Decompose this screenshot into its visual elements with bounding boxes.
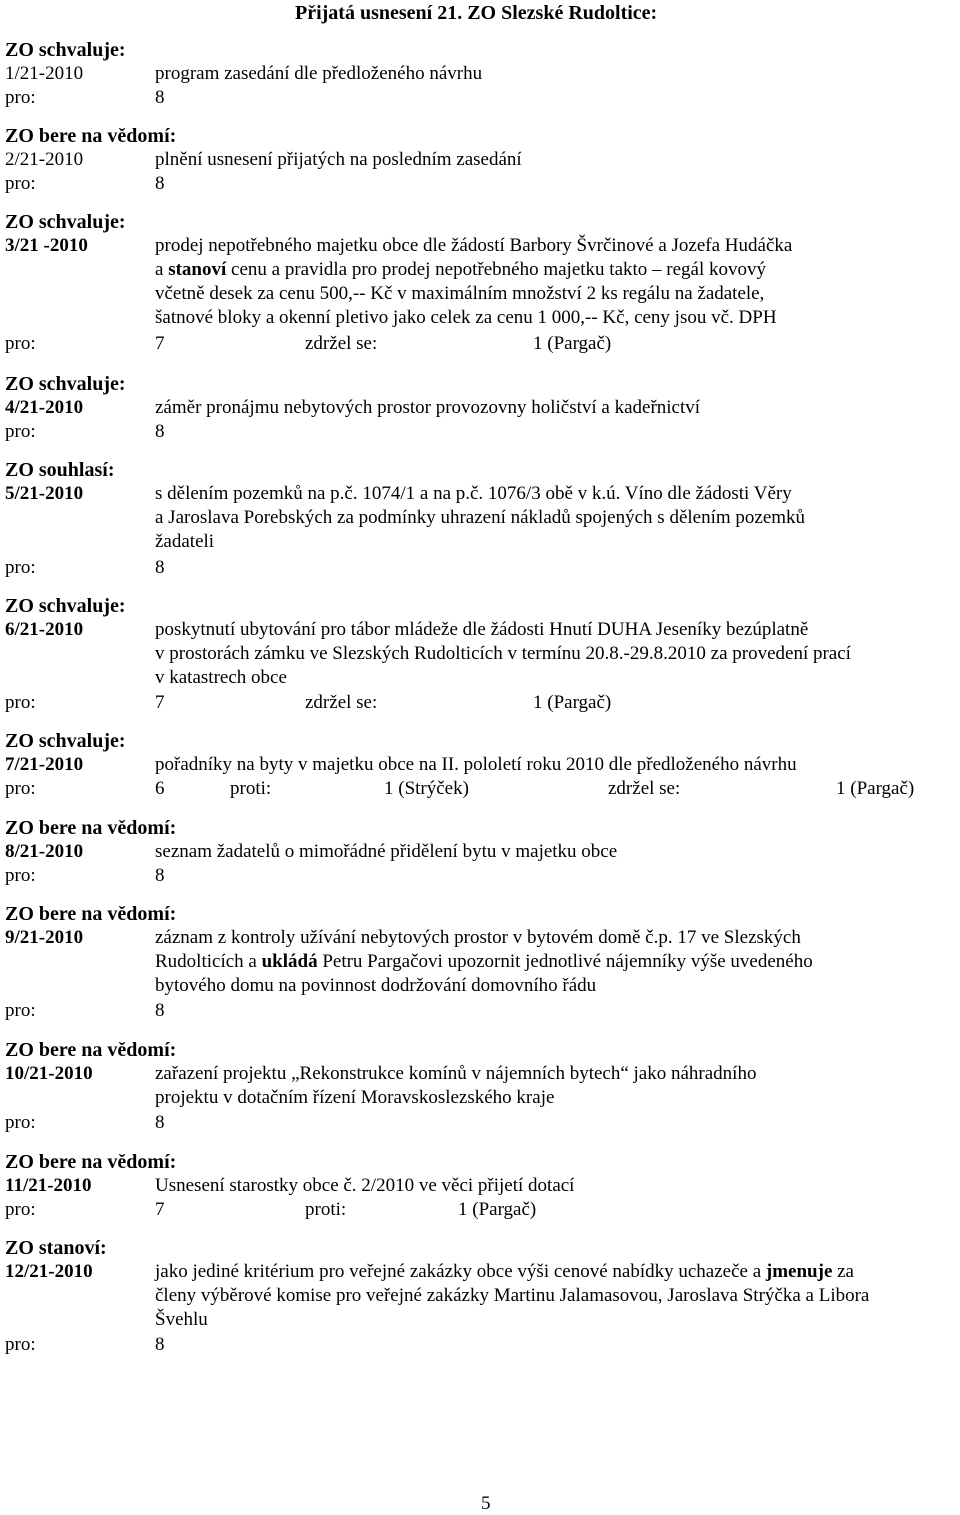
section-heading: ZO souhlasí: <box>5 459 115 481</box>
page-number: 5 <box>481 1493 491 1514</box>
vote-abstain-label: zdržel se: <box>305 333 378 354</box>
resolution-text: členy výběrové komise pro veřejné zakázky Martinu Jalamasovou, Jaroslava Strýčka a Libora <box>155 1285 870 1306</box>
resolution-text: prodej nepotřebného majetku obce dle žádostí Barbory Švrčinové a Jozefa Hudáčka <box>155 235 793 256</box>
vote-against-value: 1 (Pargač) <box>458 1199 537 1220</box>
resolution-text: seznam žadatelů o mimořádné přidělení bytu v majetku obce <box>155 841 618 862</box>
resolution-text: pořadníky na byty v majetku obce na II. pololetí roku 2010 dle předloženého návrhu <box>155 754 797 775</box>
resolution-text: včetně desek za cenu 500,-- Kč v maximálním množství 2 ks regálu na žadatele, <box>155 283 765 304</box>
vote-pro-value: 7 <box>155 333 165 354</box>
section-heading: ZO bere na vědomí: <box>5 1151 177 1173</box>
vote-against-label: proti: <box>230 778 272 799</box>
resolution-code: 2/21-2010 <box>5 149 84 170</box>
resolution-code: 8/21-2010 <box>5 841 84 862</box>
resolution-code: 7/21-2010 <box>5 754 84 775</box>
vote-pro-label: pro: <box>5 1112 36 1133</box>
resolution-text: plnění usnesení přijatých na posledním zasedání <box>155 149 522 170</box>
resolution-text: bytového domu na povinnost dodržování domovního řádu <box>155 975 597 996</box>
resolution-text: projektu v dotačním řízení Moravskoslezského kraje <box>155 1087 555 1108</box>
vote-pro-value: 7 <box>155 1199 165 1220</box>
resolution-text: jako jediné kritérium pro veřejné zakázky obce výši cenové nabídky uchazeče a jmenuje za <box>155 1261 854 1282</box>
resolution-text: v prostorách zámku ve Slezských Rudolticích v termínu 20.8.-29.8.2010 za provedení prací <box>155 643 851 664</box>
section-heading: ZO bere na vědomí: <box>5 1039 177 1061</box>
resolution-text: šatnové bloky a okenní pletivo jako celek za cenu 1 000,-- Kč, ceny jsou vč. DPH <box>155 307 777 328</box>
vote-pro-label: pro: <box>5 1000 36 1021</box>
section-heading: ZO schvaluje: <box>5 595 126 617</box>
resolution-text: záměr pronájmu nebytových prostor provozovny holičství a kadeřnictví <box>155 397 701 418</box>
resolution-code: 9/21-2010 <box>5 927 84 948</box>
section-heading: ZO schvaluje: <box>5 39 126 61</box>
vote-pro-label: pro: <box>5 557 36 578</box>
resolution-code: 4/21-2010 <box>5 397 84 418</box>
vote-pro-value: 8 <box>155 173 165 194</box>
section-heading: ZO stanoví: <box>5 1237 107 1259</box>
vote-pro-label: pro: <box>5 692 36 713</box>
section-heading: ZO bere na vědomí: <box>5 817 177 839</box>
section-heading: ZO bere na vědomí: <box>5 903 177 925</box>
vote-pro-label: pro: <box>5 778 36 799</box>
resolution-code: 6/21-2010 <box>5 619 84 640</box>
keyword-ukládá: ukládá <box>261 951 318 972</box>
vote-pro-value: 8 <box>155 421 165 442</box>
resolution-code: 3/21 -2010 <box>5 235 88 256</box>
resolution-text: zařazení projektu „Rekonstrukce komínů v nájemních bytech“ jako náhradního <box>155 1063 757 1084</box>
vote-abstain-label: zdržel se: <box>305 692 378 713</box>
resolution-text: Usnesení starostky obce č. 2/2010 ve věci přijetí dotací <box>155 1175 575 1196</box>
resolution-text: a Jaroslava Porebských za podmínky uhrazení nákladů spojených s dělením pozemků <box>155 507 806 528</box>
vote-pro-label: pro: <box>5 1334 36 1355</box>
section-heading: ZO schvaluje: <box>5 730 126 752</box>
vote-pro-value: 8 <box>155 1334 165 1355</box>
resolution-text: poskytnutí ubytování pro tábor mládeže dle žádosti Hnutí DUHA Jeseníky bezúplatně <box>155 619 809 640</box>
vote-pro-value: 8 <box>155 557 165 578</box>
resolution-text: program zasedání dle předloženého návrhu <box>155 63 483 84</box>
section-heading: ZO bere na vědomí: <box>5 125 177 147</box>
resolution-code: 1/21-2010 <box>5 63 84 84</box>
section-heading: ZO schvaluje: <box>5 211 126 233</box>
vote-pro-value: 6 <box>155 778 165 799</box>
vote-abstain-value: 1 (Pargač) <box>533 692 612 713</box>
resolution-text: v katastrech obce <box>155 667 287 688</box>
vote-pro-value: 8 <box>155 1000 165 1021</box>
resolution-text: a stanoví cenu a pravidla pro prodej nepotřebného majetku takto – regál kovový <box>155 259 767 280</box>
vote-pro-value: 8 <box>155 87 165 108</box>
resolution-text: žadateli <box>155 531 215 552</box>
resolution-text: záznam z kontroly užívání nebytových prostor v bytovém domě č.p. 17 ve Slezských <box>155 927 801 948</box>
vote-pro-label: pro: <box>5 173 36 194</box>
resolution-code: 11/21-2010 <box>5 1175 92 1196</box>
vote-against-label: proti: <box>305 1199 347 1220</box>
keyword-jmenuje: jmenuje <box>765 1261 833 1282</box>
vote-pro-value: 8 <box>155 865 165 886</box>
resolution-code: 12/21-2010 <box>5 1261 93 1282</box>
keyword-stanoví: stanoví <box>168 259 227 280</box>
resolution-text: Rudolticích a ukládá Petru Pargačovi upozornit jednotlivé nájemníky výše uvedeného <box>155 951 813 972</box>
vote-pro-label: pro: <box>5 421 36 442</box>
vote-pro-value: 8 <box>155 1112 165 1133</box>
section-heading: ZO schvaluje: <box>5 373 126 395</box>
resolution-code: 5/21-2010 <box>5 483 84 504</box>
vote-abstain-label: zdržel se: <box>608 778 681 799</box>
vote-pro-label: pro: <box>5 333 36 354</box>
vote-pro-value: 7 <box>155 692 165 713</box>
vote-abstain-value: 1 (Pargač) <box>533 333 612 354</box>
vote-abstain-value: 1 (Pargač) <box>836 778 915 799</box>
resolution-text: Švehlu <box>155 1309 208 1330</box>
vote-against-value: 1 (Strýček) <box>384 778 469 799</box>
resolution-text: s dělením pozemků na p.č. 1074/1 a na p.č. 1076/3 obě v k.ú. Víno dle žádosti Věry <box>155 483 792 504</box>
page-title: Přijatá usnesení 21. ZO Slezské Rudoltice: <box>295 2 658 24</box>
vote-pro-label: pro: <box>5 87 36 108</box>
vote-pro-label: pro: <box>5 865 36 886</box>
vote-pro-label: pro: <box>5 1199 36 1220</box>
resolution-code: 10/21-2010 <box>5 1063 93 1084</box>
